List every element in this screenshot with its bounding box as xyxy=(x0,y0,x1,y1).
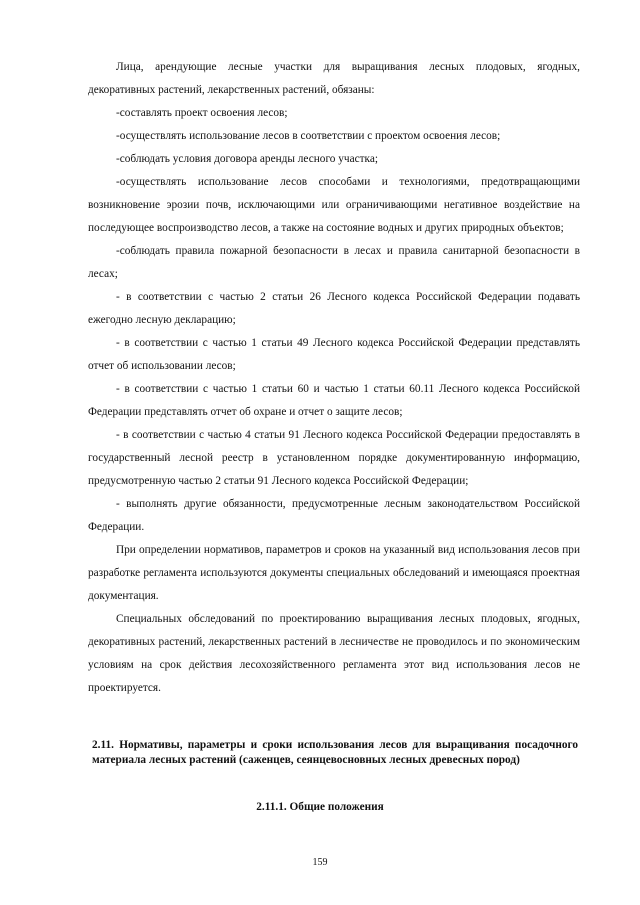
page-number: 159 xyxy=(312,857,328,868)
list-item: - в соответствии с частью 2 статьи 26 Лесного кодекса Российской Федерации подавать ежегодно лесную декларацию; xyxy=(88,291,580,326)
list-item: - в соответствии с частью 1 статьи 60 и частью 1 статьи 60.11 Лесного кодекса Российской Федерации представлять отчет об охране и отчет о защите лесов; xyxy=(88,383,580,418)
section-heading: 2.11. Нормативы, параметры и сроки использования лесов для выращивания посадочного материала лесных растений (саженцев, сеянцевосновных лесных древесных пород) xyxy=(92,739,578,766)
list-item: - выполнять другие обязанности, предусмотренные лесным законодательством Российской Федерации. xyxy=(88,498,580,533)
list-item: -составлять проект освоения лесов; xyxy=(116,107,288,119)
list-item: - в соответствии с частью 1 статьи 49 Лесного кодекса Российской Федерации представлять отчет об использовании лесов; xyxy=(88,337,580,372)
list-item: -осуществлять использование лесов в соответствии с проектом освоения лесов; xyxy=(116,130,501,142)
list-item: -осуществлять использование лесов способами и технологиями, предотвращающими возникновение эрозии почв, исключающими или ограничивающими негативное воздействие на последующее воспроизводство лесов, а также на состояние водных и других природных объектов; xyxy=(88,176,580,234)
subsection-heading: 2.11.1. Общие положения xyxy=(256,801,384,813)
paragraph: При определении нормативов, параметров и сроков на указанный вид использования лесов при разработке регламента используются документы специальных обследований и имеющаяся проектная документация. xyxy=(88,544,580,602)
paragraph: Специальных обследований по проектированию выращивания лесных плодовых, ягодных, декоративных растений, лекарственных растений в лесничестве не проводилось и по экономическим условиям на срок действия лесохозяйственного регламента этот вид использования лесов не проектируется. xyxy=(88,613,580,694)
list-item: - в соответствии с частью 4 статьи 91 Лесного кодекса Российской Федерации предоставлять в государственный лесной реестр в установленном порядке документированную информацию, предусмотренную частью 2 статьи 91 Лесного кодекса Российской Федерации; xyxy=(88,429,580,487)
list-item: -соблюдать правила пожарной безопасности в лесах и правила санитарной безопасности в лесах; xyxy=(88,245,580,280)
body-text xyxy=(88,56,580,700)
list-item: -соблюдать условия договора аренды лесного участка; xyxy=(116,153,379,165)
paragraph: Лица, арендующие лесные участки для выращивания лесных плодовых, ягодных, декоративных растений, лекарственных растений, обязаны: xyxy=(88,61,580,96)
